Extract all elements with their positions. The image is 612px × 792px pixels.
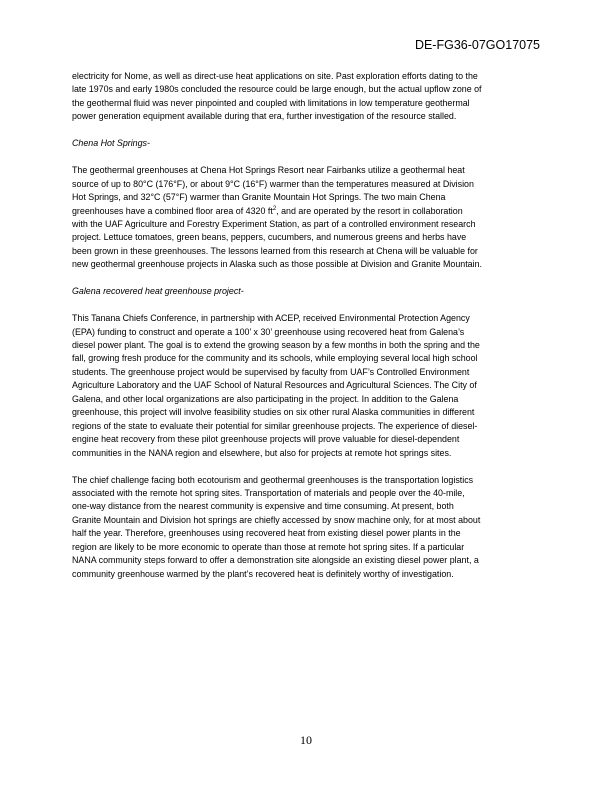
page-number: 10 bbox=[300, 733, 312, 747]
heading-chena-hot-springs: Chena Hot Springs- bbox=[72, 138, 150, 149]
paragraph-chena bbox=[72, 164, 542, 272]
chena-text-part-1: The geothermal greenhouses at Chena Hot Springs Resort near Fairbanks utilize a geothermal heat source of up to 80°C (176°F), or about 9°C (16°F) warmer than the temperatures measured at Division Hot Springs, and 32°C (57°F) warmer than Granite Mountain Hot Springs. The two main Chena greenhouses have a combined floor area of 4320 ft bbox=[72, 165, 474, 216]
document-number: DE-FG36-07GO17075 bbox=[414, 38, 540, 52]
paragraph-transportation-challenge: The chief challenge facing both ecotourism and geothermal greenhouses is the transportation logistics associated with the remote hot spring sites. Transportation of materials and people over the 40-mile, one-way distance from the nearest community is expensive and time consuming. At present, both Granite Mountain and Division hot springs are chiefly accessed by snow machine only, for at most about half the year. Therefore, greenhouses using recovered heat from existing diesel power plants in the region are likely to be more economic to operate than those at remote hot spring sites. If a particular NANA community steps forward to offer a demonstration site alongside an existing diesel power plant, a community greenhouse warmed by the plant’s recovered heat is definitely worthy of investigation. bbox=[72, 474, 481, 579]
chena-text-part-2: , and are operated by the resort in collaboration with the UAF Agriculture and Forestry Experiment Station, as part of a controlled environment research project. Lettuce tomatoes, green beans, peppers, cucumbers, and numerous greens and herbs have been grown in these greenhouses. The lessons learned from this research at Chena will be valuable for new geothermal greenhouse projects in Alaska such as those possible at Division and Granite Mountain. bbox=[72, 205, 482, 270]
superscript-squared: 2 bbox=[272, 205, 277, 212]
heading-galena-project: Galena recovered heat greenhouse project- bbox=[72, 286, 244, 297]
page-body bbox=[72, 70, 542, 595]
paragraph-galena: This Tanana Chiefs Conference, in partnership with ACEP, received Environmental Protection Agency (EPA) funding to construct and operate a 100’ x 30’ greenhouse using recovered heat from Galena’s diesel power plant. The goal is to extend the growing season by a few months in both the spring and the fall, growing fresh produce for the community and its schools, while employing several local high school students. The greenhouse project would be supervised by faculty from UAF’s Controlled Environment Agriculture Laboratory and the UAF School of Natural Resources and Agricultural Sciences. The City of Galena, and other local organizations are also participating in the project. In addition to the Galena greenhouse, this project will involve feasibility studies on six other rural Alaska communities in different regions of the state to evaluate their potential for similar greenhouse projects. The experience of diesel- engine heat recovery from these pilot greenhouse projects will prove valuable for diesel-dependent communities in the NANA region and elsewhere, but also for projects at remote hot springs sites. bbox=[72, 313, 480, 458]
paragraph-nome: electricity for Nome, as well as direct-use heat applications on site. Past exploration efforts dating to the late 1970s and early 1980s concluded the resource could be large enough, but the actual upflow zone of the geothermal fluid was never pinpointed and coupled with limitations in low temperature geothermal power generation equipment available during that era, further investigation of the resource stalled. bbox=[72, 71, 482, 122]
